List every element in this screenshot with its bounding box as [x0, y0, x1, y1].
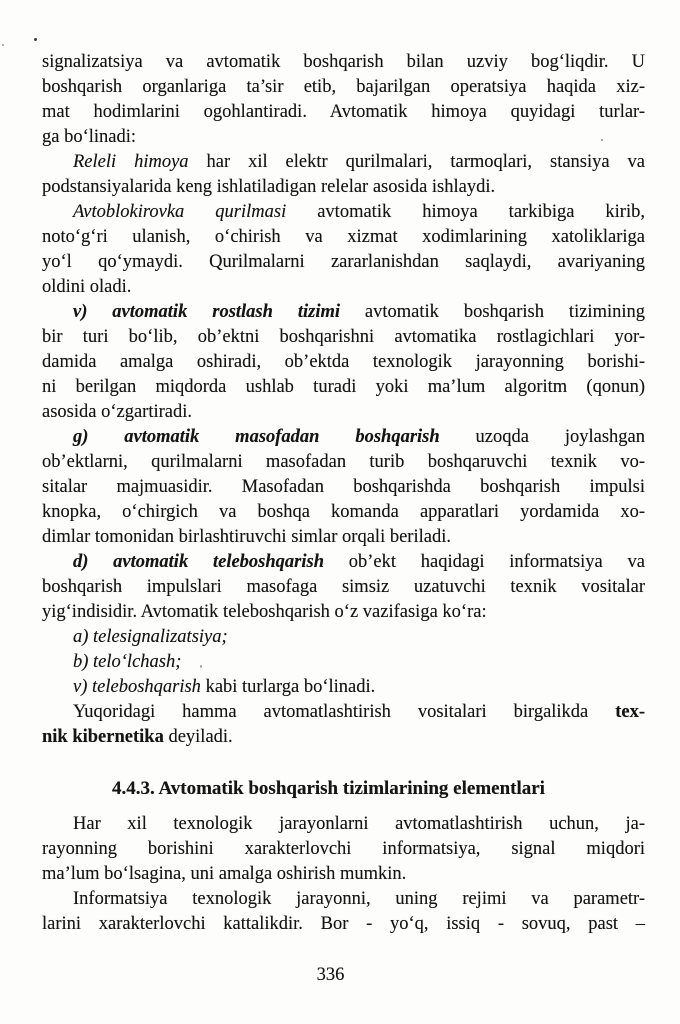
text-segment: avtomatik boshqarish tizimining — [340, 302, 645, 322]
paragraph — [42, 550, 645, 625]
text-line — [42, 475, 645, 500]
text-segment: noto‘g‘ri ulanish, o‘chirish va xizmat xodimlarining xatoliklariga — [42, 227, 645, 247]
text-block — [42, 50, 645, 937]
text-segment: mat hodimlarini ogohlantiradi. Avtomatik himoya quyidagi turlar- — [42, 102, 645, 122]
text-line — [42, 300, 645, 325]
text-segment: boshqarish organlariga ta’sir etib, bajarilgan operatsiya haqida xiz- — [42, 77, 645, 97]
text-segment: yig‘indisidir. Avtomatik teleboshqarish o‘z vazifasiga ko‘ra: — [42, 602, 487, 622]
text-line — [42, 50, 645, 75]
text-segment: signalizatsiya va avtomatik boshqarish bilan uzviy bog‘liqdir. U — [42, 52, 645, 72]
text-segment: bir turi bo‘lib, ob’ektni boshqarishni avtomatika rostlagichlari yor- — [42, 327, 645, 347]
text-line — [42, 887, 645, 912]
text-segment: rayonning borishini xarakterlovchi informatsiya, signal miqdori — [42, 839, 645, 859]
text-line — [42, 650, 645, 675]
text-line — [42, 812, 645, 837]
paragraph — [42, 675, 645, 700]
text-segment: Yuqoridagi hamma avtomatlashtirish vositalari birgalikda — [73, 702, 616, 722]
text-segment: dimlar tomonidan birlashtiruvchi simlar orqali beriladi. — [42, 527, 451, 547]
text-segment: kabi turlarga bo‘linadi. — [200, 677, 376, 697]
text-line — [42, 375, 645, 400]
text-segment: sitalar majmuasidir. Masofadan boshqarishda boshqarish impulsi — [42, 477, 645, 497]
text-line — [42, 450, 645, 475]
text-segment: podstansiyalarida keng ishlatiladigan relelar asosida ishlaydi. — [42, 177, 496, 197]
text-line — [42, 275, 645, 300]
text-segment: Releli himoya — [73, 152, 189, 172]
text-line — [42, 600, 645, 625]
text-segment: oldini oladi. — [42, 277, 132, 297]
text-line — [42, 525, 645, 550]
text-line — [42, 500, 645, 525]
text-segment: Har xil texnologik jarayonlarni avtomatlashtirish uchun, ja- — [73, 814, 645, 834]
scan-speck — [34, 38, 37, 41]
text-line — [42, 325, 645, 350]
text-line — [42, 175, 645, 200]
text-segment: avtomatik himoya tarkibiga kirib, — [286, 202, 645, 222]
text-line — [42, 912, 645, 937]
text-segment: tex- — [615, 702, 645, 722]
text-line — [42, 837, 645, 862]
text-line — [42, 100, 645, 125]
text-line — [42, 225, 645, 250]
text-segment: har xil elektr qurilmalari, tarmoqlari, stansiya va — [188, 152, 646, 172]
text-segment: knopka, o‘chirgich va boshqa komanda apparatlari yordamida xo- — [42, 502, 645, 522]
text-line — [42, 425, 645, 450]
text-line — [42, 125, 645, 150]
text-line — [42, 550, 645, 575]
text-segment: a) telesignalizatsiya; — [73, 627, 228, 647]
text-segment: Informatsiya texnologik jarayonni, uning rejimi va parametr- — [73, 889, 645, 909]
text-segment: larini xarakterlovchi kattalikdir. Bor - yo‘q, issiq - sovuq, past – — [42, 914, 645, 934]
text-line — [42, 400, 645, 425]
text-line — [42, 350, 645, 375]
paragraph — [42, 887, 645, 937]
text-line — [42, 675, 645, 700]
text-segment: uzoqda joylashgan — [439, 427, 645, 447]
text-segment: boshqarish impulslari masofaga simsiz uzatuvchi texnik vositalar — [42, 577, 645, 597]
text-segment: g) avtomatik masofadan boshqarish — [73, 427, 440, 447]
scan-speck — [200, 665, 202, 668]
paragraph — [42, 200, 645, 300]
paragraph — [42, 50, 645, 150]
paragraph — [42, 300, 645, 425]
text-line — [42, 575, 645, 600]
scan-speck — [2, 44, 4, 46]
text-line — [42, 75, 645, 100]
section-heading: 4.4.3. Avtomatik boshqarish tizimlarining elementlari — [112, 778, 545, 799]
text-segment: ma’lum bo‘lsagina, uni amalga oshirish mumkin. — [42, 864, 407, 884]
page-number: 336 — [316, 965, 345, 985]
page-footer — [29, 963, 632, 988]
text-line — [42, 150, 645, 175]
text-line — [42, 200, 645, 225]
text-segment: nik kibernetika — [42, 727, 164, 747]
text-line — [42, 700, 645, 725]
text-line — [42, 250, 645, 275]
text-line — [42, 862, 645, 887]
scan-speck — [601, 139, 603, 141]
text-segment: deyiladi. — [163, 727, 233, 747]
paragraph — [42, 700, 645, 750]
text-line — [42, 725, 645, 750]
text-segment: ob’ekt haqidagi informatsiya va — [324, 552, 646, 572]
paragraph — [42, 650, 645, 675]
text-segment: d) avtomatik teleboshqarish — [73, 552, 324, 572]
paragraph — [42, 150, 645, 200]
text-segment: yo‘l qo‘ymaydi. Qurilmalarni zararlanishdan saqlaydi, avariyaning — [42, 252, 645, 272]
text-segment: b) telo‘lchash; — [73, 652, 182, 672]
text-segment: Avtoblokirovka qurilmasi — [73, 202, 287, 222]
text-segment: ga bo‘linadi: — [42, 127, 137, 147]
paragraph — [42, 425, 645, 550]
text-segment: asosida o‘zgartiradi. — [42, 402, 192, 422]
text-segment: v) avtomatik rostlash tizimi — [73, 302, 340, 322]
paragraph — [42, 812, 645, 887]
text-line — [42, 625, 645, 650]
text-segment: v) teleboshqarish — [73, 677, 201, 697]
text-segment: damida amalga oshiradi, ob’ektda texnologik jarayonning borishi- — [42, 352, 645, 372]
text-segment: ob’ektlarni, qurilmalarni masofadan turib boshqaruvchi texnik vo- — [42, 452, 645, 472]
text-segment: ni berilgan miqdorda ushlab turadi yoki ma’lum algoritm (qonun) — [42, 377, 645, 397]
paragraph — [42, 625, 645, 650]
